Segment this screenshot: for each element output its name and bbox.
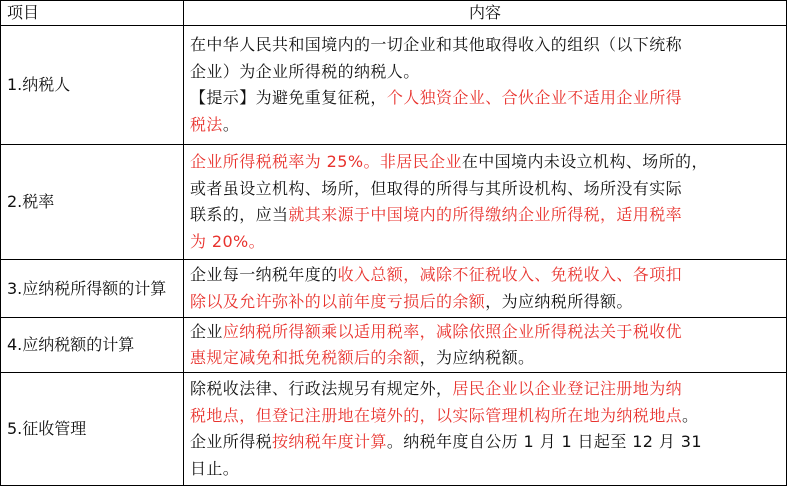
body-text: 在中华人民共和国境内的一切企业和其他取得收入的组织（以下统称 [190, 35, 683, 54]
content-line [190, 59, 780, 86]
highlight-text: 企业所得税税率为 25%。非居民企业 [190, 152, 462, 171]
highlight-text: 个人独资企业、合伙企业不适用企业所得 [386, 88, 683, 107]
body-text: 在中国境内未设立机构、场所的， [461, 152, 708, 171]
header-row [1, 1, 787, 26]
table-row [1, 26, 787, 145]
content-line [190, 289, 780, 316]
body-text: ，为应纳税所得额。 [485, 291, 633, 311]
table-row [1, 318, 787, 373]
content-line [190, 429, 780, 456]
highlight-text: 税地点，但登记注册地在境外的，以实际管理机构所在地为纳税地点 [190, 405, 683, 425]
content-line [190, 262, 780, 289]
row-content [184, 373, 787, 486]
content-line [190, 319, 780, 346]
body-text: 除税收法律、行政法规另有规定外， [190, 379, 453, 398]
highlight-text: 为 20%。 [190, 231, 266, 251]
content-line [190, 85, 780, 112]
body-text: 联系的，应当 [190, 205, 289, 224]
content-line [190, 176, 780, 203]
content-line [190, 456, 780, 483]
body-text: 或者虽设立机构、场所，但取得的所得与其所设机构、场所没有实际 [190, 178, 683, 198]
row-label: 5.征收管理 [1, 373, 184, 486]
body-text: 。 [222, 114, 240, 134]
table-row [1, 260, 787, 318]
header-item: 项目 [1, 1, 184, 26]
body-text: 日止。 [190, 458, 240, 478]
body-text: 。 [682, 405, 699, 425]
row-label: 1.纳税人 [1, 26, 184, 145]
content-line [190, 149, 780, 176]
table-row [1, 373, 787, 486]
body-text: 企业每一纳税年度的 [190, 265, 338, 284]
highlight-text: 应纳税所得额乘以适用税率，减除依照企业所得税法关于税收优 [222, 321, 683, 341]
row-content [184, 318, 787, 373]
table-row [1, 145, 787, 260]
body-text: 企业 [190, 321, 223, 341]
highlight-text: 居民企业以企业登记注册地为纳 [452, 379, 683, 398]
body-text: 。纳税年度自公历 1 月 1 日起至 12 月 31 [386, 432, 702, 451]
highlight-text: 按纳税年度计算 [272, 432, 387, 451]
body-text: ，为应纳税额。 [419, 348, 535, 367]
row-content [184, 26, 787, 145]
highlight-text: 收入总额，减除不征税收入、免税收入、各项扣 [337, 265, 683, 284]
header-content: 内容 [184, 1, 787, 26]
body-text: 【提示】为避免重复征税， [190, 88, 387, 107]
content-line [190, 403, 780, 430]
row-label: 3.应纳税所得额的计算 [1, 260, 184, 318]
content-line [190, 202, 780, 229]
content-line [190, 376, 780, 403]
row-content [184, 260, 787, 318]
highlight-text: 除以及允许弥补的以前年度亏损后的余额 [190, 291, 486, 311]
row-label: 4.应纳税额的计算 [1, 318, 184, 373]
content-line [190, 32, 780, 59]
highlight-text: 惠规定减免和抵免税额后的余额 [190, 348, 420, 367]
body-text: 企业）为企业所得税的纳税人。 [190, 61, 420, 81]
content-line [190, 345, 780, 372]
row-content [184, 145, 787, 260]
highlight-text: 就其来源于中国境内的所得缴纳企业所得税，适用税率 [288, 205, 683, 224]
content-line [190, 112, 780, 139]
row-label: 2.税率 [1, 145, 184, 260]
highlight-text: 税法 [190, 114, 223, 134]
body-text: 企业所得税 [190, 432, 273, 451]
content-line [190, 229, 780, 256]
